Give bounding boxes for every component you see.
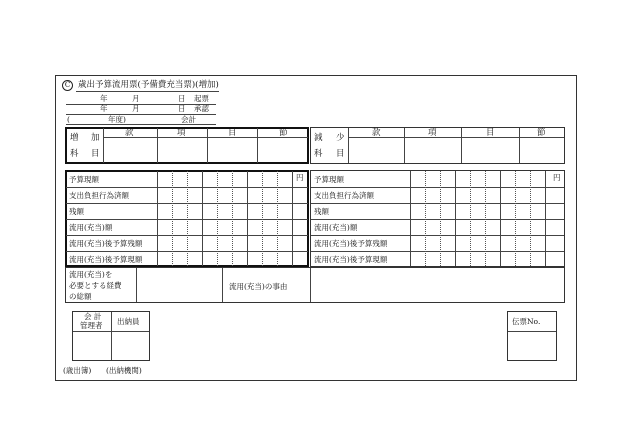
increase-label-divider [103, 128, 104, 163]
decrease-row-line-1 [311, 187, 564, 188]
approve-month: 月 [132, 104, 140, 113]
increase-digit-div [232, 171, 233, 266]
decrease-digit-div-major [545, 171, 546, 266]
increase-digit-div [217, 171, 218, 266]
decrease-col-div-3 [519, 128, 520, 163]
approve-year: 年 [100, 104, 108, 113]
total-label-line: 必要とする経費 [69, 281, 122, 290]
increase-digit-div [172, 171, 173, 266]
decrease-col-moku: 目 [486, 128, 495, 138]
decrease-row-line-4 [311, 235, 564, 236]
draft-day: 日 [178, 94, 186, 103]
decrease-row-label: 支出負担行為済額 [314, 191, 374, 200]
increase-col-div-3 [257, 128, 258, 163]
increase-col-setsu: 節 [279, 128, 288, 138]
circle-mark-letter: C [64, 81, 71, 89]
decrease-row-label: 流用(充当)額 [314, 223, 358, 232]
decrease-col-kou: 項 [428, 128, 437, 138]
decrease-digit-div [425, 171, 426, 266]
increase-col-moku: 目 [228, 128, 237, 138]
decrease-digit-div [440, 171, 441, 266]
voucher-number-label: 伝票No. [512, 317, 541, 326]
increase-subject-box [65, 127, 309, 164]
increase-row-label: 流用(充当)後予算残額 [69, 239, 143, 248]
decrease-row-line-2 [311, 203, 564, 204]
decrease-yen-unit: 円 [553, 173, 561, 182]
title-underline [76, 91, 219, 92]
increase-yen-unit: 円 [296, 173, 304, 182]
increase-col-kou: 項 [177, 128, 186, 138]
decrease-col-div-1 [404, 128, 405, 163]
increase-row-label: 流用(充当)額 [69, 223, 113, 232]
decrease-subject-label-2: 目 [336, 149, 345, 159]
increase-label-2: 加 [91, 133, 100, 143]
increase-subject-label-2: 目 [91, 149, 100, 159]
reason-label-divider [310, 268, 311, 302]
circle-mark [62, 80, 73, 91]
voucher-number-header-line [508, 331, 556, 332]
decrease-digit-div-major [455, 171, 456, 266]
draft-month: 月 [132, 94, 140, 103]
decrease-row-line-3 [311, 219, 564, 220]
reason-label: 流用(充当)の事由 [229, 282, 288, 291]
fiscal-account-label: 会計 [181, 115, 196, 124]
total-reason-row [65, 267, 565, 303]
decrease-digit-div [470, 171, 471, 266]
total-label-line: 流用(充当)を [69, 270, 113, 279]
increase-digit-div-major [292, 171, 293, 266]
approval-stamp-divider [111, 312, 112, 360]
approve-day: 日 [178, 104, 186, 113]
decrease-digit-div [530, 171, 531, 266]
disbursement-officer-label: 出納員 [117, 317, 140, 326]
decrease-col-div-2 [461, 128, 462, 163]
decrease-digit-div-major [500, 171, 501, 266]
disbursing-agency-label: (出納機関) [106, 366, 142, 375]
increase-label-1: 増 [70, 133, 79, 143]
decrease-subject-label-1: 科 [314, 149, 323, 159]
fiscal-year-label: 年度) [108, 115, 126, 124]
increase-digit-div [277, 171, 278, 266]
approval-stamp-header-line [73, 331, 149, 332]
fiscal-underline [66, 124, 216, 125]
decrease-row-label: 流用(充当)後予算現額 [314, 255, 388, 264]
decrease-digit-div [485, 171, 486, 266]
increase-row-label: 予算現額 [69, 175, 99, 184]
total-label-divider [136, 268, 137, 302]
decrease-row-label: 予算現額 [314, 175, 344, 184]
decrease-label-1: 減 [314, 133, 323, 143]
increase-row-label: 残額 [69, 207, 84, 216]
accounting-manager-label-2: 管理者 [80, 321, 103, 330]
increase-col-div-2 [207, 128, 208, 163]
decrease-label-2: 少 [336, 133, 345, 143]
expenditure-ledger-label: (歳出簿) [63, 366, 92, 375]
form-title: 歳出予算流用票(予備費充当票)(増加) [78, 80, 219, 90]
accounting-manager-label-1: 会 計 [84, 312, 102, 321]
approve-label: 承認 [194, 104, 209, 113]
increase-digit-div-major [247, 171, 248, 266]
total-reason-divider [222, 268, 223, 302]
draft-label: 起票 [194, 94, 209, 103]
increase-digit-div [262, 171, 263, 266]
decrease-row-line-5 [311, 251, 564, 252]
increase-row-label: 支出負担行為済額 [69, 191, 129, 200]
decrease-col-kan: 款 [372, 128, 381, 138]
fiscal-open: ( [67, 115, 70, 124]
draft-year: 年 [100, 94, 108, 103]
total-label-line: の総額 [69, 292, 92, 301]
increase-subject-label-1: 科 [70, 149, 79, 159]
increase-digit-div-major [202, 171, 203, 266]
increase-digit-div [187, 171, 188, 266]
increase-col-kan: 款 [125, 128, 134, 138]
increase-col-div-1 [157, 128, 158, 163]
decrease-col-setsu: 節 [537, 128, 546, 138]
increase-row-label: 流用(充当)後予算現額 [69, 255, 143, 264]
decrease-row-label: 流用(充当)後予算残額 [314, 239, 388, 248]
decrease-row-label: 残額 [314, 207, 329, 216]
decrease-label-divider [348, 128, 349, 163]
decrease-digit-div [515, 171, 516, 266]
